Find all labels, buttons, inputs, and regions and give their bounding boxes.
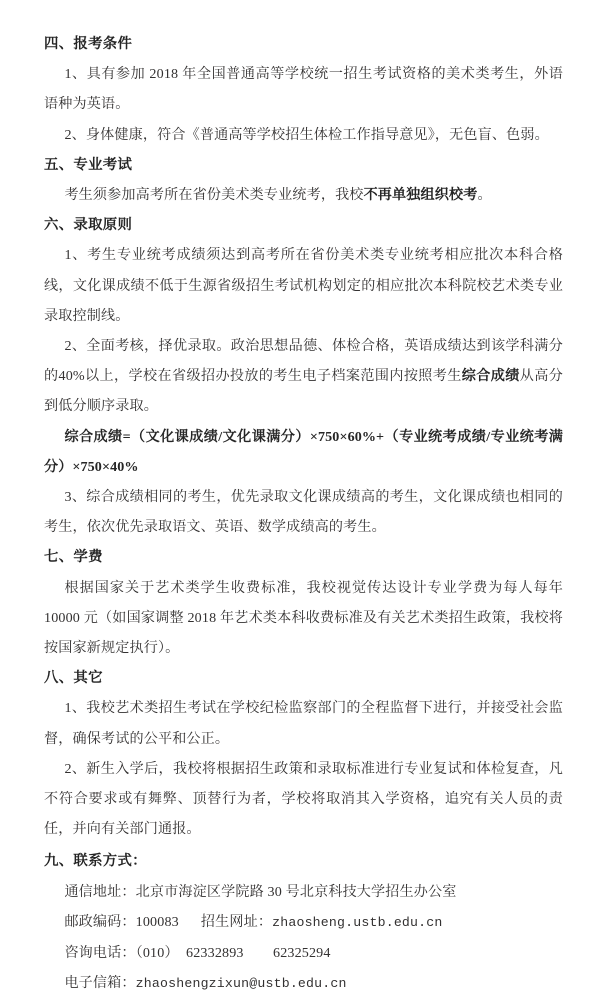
contact-label-website: 招生网址： (200, 913, 273, 930)
contact-value-phone: （010） 62332893 62325294 (135, 945, 331, 962)
section-heading-major-exam: 五、专业考试 (44, 156, 133, 173)
contact-row-phone (44, 938, 563, 968)
contact-value-email[interactable]: zhaoshengzixun@ustb.edu.cn (135, 976, 347, 992)
admission-item-2-emphasis: 综合成绩 (461, 368, 520, 385)
paragraph-admission-item-1: 1、考生专业统考成绩须达到高考所在省份美术类专业统考相应批次本科合格线，文化课成绩不低于生源省级招生考试机构划定的相应批次本科院校艺术类专业录取控制线。 (44, 247, 563, 324)
admission-item-2-prefix: 2、全面考核，择优录取。政治思想品德、体检合格，英语成绩达到该学科满分的40%以上，学校在省级招办投放的考生电子档案范围内按照考生 (44, 338, 563, 385)
major-exam-text-suffix: 。 (477, 187, 492, 204)
paragraph-major-exam (44, 180, 563, 210)
contact-value-address: 北京市海淀区学院路 30 号北京科技大学招生办公室 (135, 883, 457, 900)
paragraph-composite-score-formula: 综合成绩=（文化课成绩/文化课满分）×750×60%+（专业统考成绩/专业统考满分）×750×40% (44, 428, 563, 475)
contact-label-email: 电子信箱： (64, 975, 136, 992)
section-heading-tuition: 七、学费 (44, 549, 103, 566)
major-exam-emphasis: 不再单独组织校考 (363, 187, 478, 204)
paragraph-admission-item-2 (44, 331, 563, 422)
paragraph-requirement-1: 1、具有参加 2018 年全国普通高等学校统一招生考试资格的美术类考生，外语语种为英语。 (44, 66, 563, 113)
contact-label-address: 通信地址： (64, 883, 136, 900)
contact-row-address (44, 877, 563, 907)
paragraph-others-2: 2、新生入学后，我校将根据招生政策和录取标准进行专业复试和体检复查，凡不符合要求或有舞弊、顶替行为者，学校将取消其入学资格，追究有关人员的责任，并向有关部门通报。 (44, 760, 563, 838)
contact-value-website[interactable]: zhaosheng.ustb.edu.cn (272, 914, 443, 930)
contact-value-postcode: 100083 (135, 913, 179, 930)
paragraph-others-1: 1、我校艺术类招生考试在学校纪检监察部门的全程监督下进行，并接受社会监督，确保考试的公平和公正。 (44, 700, 563, 747)
contact-spacer-1 (179, 914, 201, 930)
document-body (44, 29, 563, 1000)
section-heading-contact: 九、联系方式： (44, 853, 147, 870)
contact-row-email (44, 968, 563, 999)
paragraph-admission-item-3: 3、综合成绩相同的考生，优先录取文化课成绩高的考生，文化课成绩也相同的考生，依次优先录取语文、英语、数学成绩高的考生。 (44, 489, 563, 536)
contact-label-postcode: 邮政编码： (64, 913, 136, 930)
major-exam-text-prefix: 考生须参加高考所在省份美术类专业统考，我校 (64, 187, 364, 204)
section-heading-application-requirements: 四、报考条件 (44, 36, 133, 52)
section-heading-admission-principles: 六、录取原则 (44, 217, 133, 234)
section-heading-others: 八、其它 (44, 670, 103, 687)
paragraph-tuition: 根据国家关于艺术类学生收费标准，我校视觉传达设计专业学费为每人每年 10000 元（如国家调整 2018 年艺术类本科收费标准及有关艺术类招生政策，我校将按国家新规定执行）。 (44, 579, 563, 657)
paragraph-requirement-2: 2、身体健康，符合《普通高等学校招生体检工作指导意见》，无色盲、色弱。 (64, 126, 549, 143)
contact-label-phone: 咨询电话： (64, 945, 136, 962)
admission-item-2-suffix: 从高分到低分顺序录取。 (44, 368, 563, 415)
contact-row-postcode-website (44, 907, 563, 938)
